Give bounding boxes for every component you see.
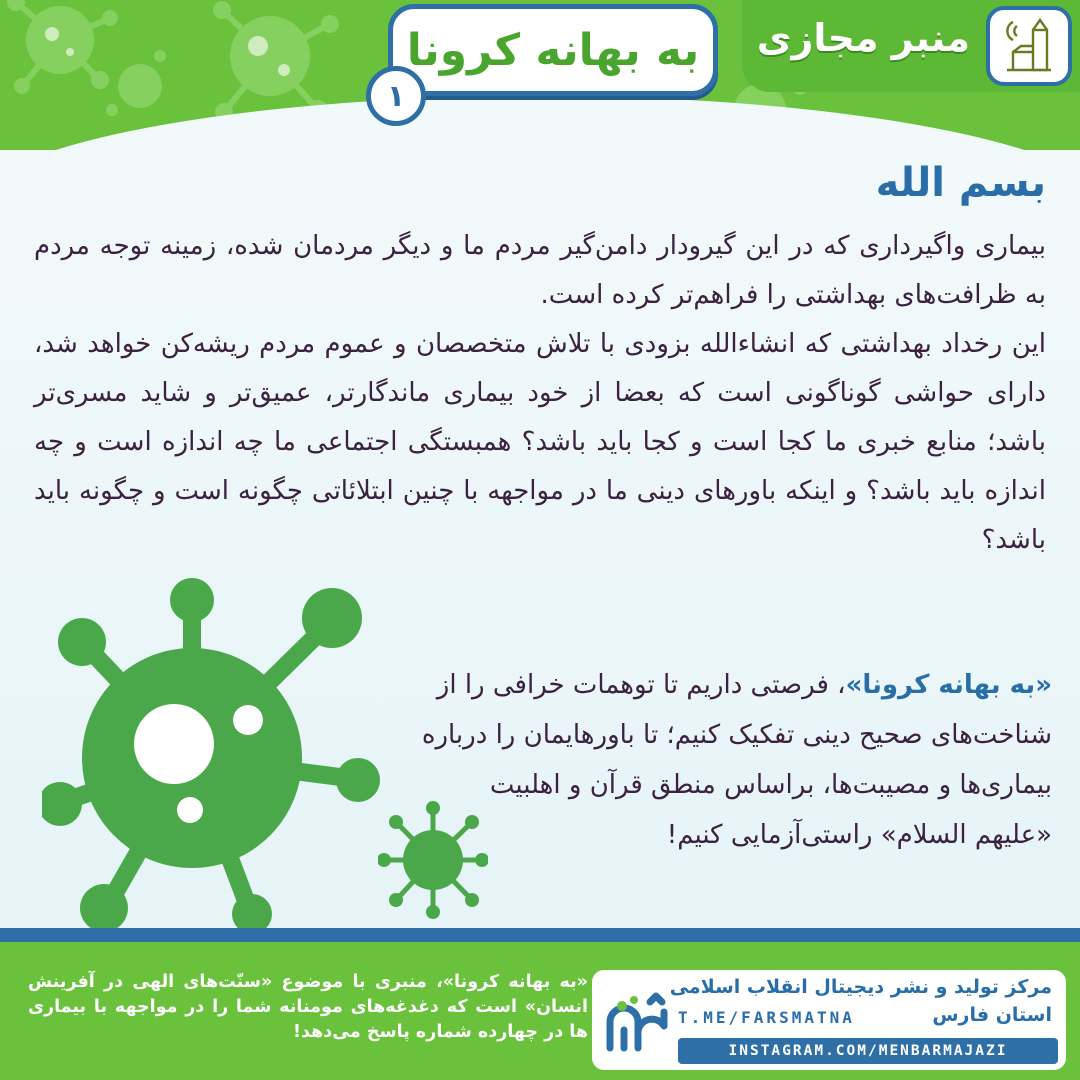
footer [0,928,1080,1080]
footer-divider [0,928,1080,942]
virus-illustration-large [42,568,382,928]
instagram-link[interactable]: INSTAGRAM.COM/MENBARMAJAZI [678,1038,1058,1064]
body-paragraph: این رخداد بهداشتی که انشاءالله بزودی با تلاش متخصصان و عموم مردم ریشه‌کن خواهد شد، دارای حواشی گوناگونی است که بعضا از خود بیماری ماندگارتر، عمیق‌تر و شاید مسری‌تر باشد؛ منابع خبری ما کجا است و کجا باید باشد؟ همبستگی اجتماعی ما چه اندازه است و چه اندازه باید باشد؟ و اینکه باورهای دینی ما در مواجهه با چنین ابتلائاتی چگونه است و چگونه باید باشد؟ [34,329,1046,555]
series-description: «به بهانه کرونا»، منبری با موضوع «سنّت‌های الهی در آفرینش انسان» است که دغدغه‌های مومنانه شما را در مواجهه با بیماری ها در چهارده شماره پاسخ می‌دهد! [28,972,588,1042]
mosque-pulpit-logo [986,6,1072,86]
bismillah-heading: بسم الله [875,160,1046,206]
telegram-link[interactable]: T.ME/FARSMATNA [678,1008,855,1027]
highlight-body: ، فرصتی داریم تا توهمات خرافی را از شناخت‌های صحیح دینی تفکیک کنیم؛ تا باورهایمان را درباره بیماری‌ها و مصیبت‌ها، براساس منطق قرآن و اهلبیت «علیهم السلام» راستی‌آزمایی کنیم! [421,670,1052,850]
brand-name: منبر مجازی [756,16,970,60]
center-name: مرکز تولید و نشر دیجیتال انقلاب اسلامی [669,976,1052,998]
farsmatna-logo-icon [600,982,674,1062]
province-label: استان فارس [932,1004,1052,1026]
mosque-icon [999,16,1059,76]
intro-paragraph: بیماری واگیرداری که در این گیرودار دامن‌گیر مردم ما و دیگر مردمان شده، زمینه توجه مردم به ظرافت‌های بهداشتی را فراهم‌تر کرده است. [34,231,1046,310]
header-banner [0,0,1080,150]
main-content [0,150,1080,928]
highlight-title: «به بهانه کرونا» [845,670,1052,700]
series-title: به بهانه کرونا [406,24,700,76]
series-title-box [388,4,718,96]
highlight-paragraph [420,660,1052,860]
contact-card [592,970,1066,1070]
episode-number-badge: ۱ [366,66,426,126]
